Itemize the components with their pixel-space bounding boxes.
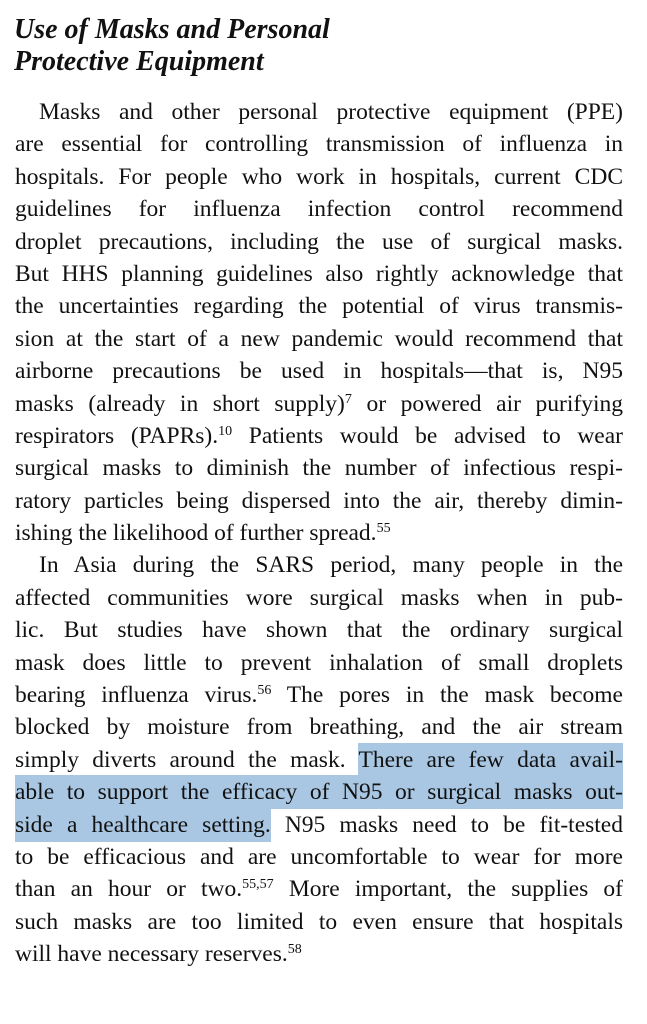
text-line: lic. But studies have shown that the ordinary surgical: [15, 617, 623, 644]
text-segment: More important, the supplies of: [273, 876, 623, 903]
text-line: the uncertainties regarding the potential of virus transmis-: [15, 293, 623, 320]
citation-ref: 10: [218, 423, 233, 439]
text-segment: Patients would be advised to wear: [232, 422, 623, 449]
text-line: [15, 420, 623, 452]
text-line: But HHS planning guidelines also rightly acknowledge that: [15, 260, 623, 287]
citation-ref: 55: [376, 521, 391, 537]
text-segment: masks (already in short supply): [15, 390, 345, 417]
citation-ref: 7: [344, 391, 352, 407]
text-line: [15, 873, 623, 905]
text-line: affected communities wore surgical masks when in pub-: [15, 584, 623, 611]
section-heading-line-1: Use of Masks and Personal: [14, 14, 330, 45]
citation-ref: 55,57: [242, 877, 274, 893]
text-segment: will have necessary reserves.: [15, 941, 288, 968]
text-segment: The pores in the mask become: [271, 682, 623, 709]
text-line: In Asia during the SARS period, many people in the: [39, 552, 623, 579]
text-segment: bearing influenza virus.: [15, 682, 258, 709]
text-line: mask does little to prevent inhalation of small droplets: [15, 649, 623, 676]
text-line: [15, 517, 623, 549]
text-segment: than an hour or two.: [15, 876, 243, 903]
text-line: [15, 938, 623, 970]
text-line: [15, 388, 623, 420]
text-line: hospitals. For people who work in hospitals, current CDC: [15, 163, 623, 190]
text-segment: ishing the likelihood of further spread.: [15, 520, 377, 547]
text-line: Masks and other personal protective equipment (PPE): [39, 99, 623, 125]
text-line: sion at the start of a new pandemic would recommend that: [15, 325, 623, 352]
text-segment: respirators (PAPRs).: [15, 422, 219, 449]
text-line: to be efficacious and are uncomfortable to wear for more: [15, 843, 623, 870]
citation-ref: 56: [257, 683, 272, 699]
text-selection-highlight[interactable]: able to support the efficacy of N95 or surgical masks out-: [15, 779, 623, 806]
text-selection-highlight[interactable]: side a healthcare setting.: [15, 811, 271, 838]
text-line: [15, 679, 623, 711]
text-line: airborne precautions be used in hospitals—that is, N95: [15, 358, 623, 385]
text-line: ratory particles being dispersed into the air, thereby dimin-: [15, 487, 623, 514]
body-text[interactable]: [15, 96, 623, 971]
text-segment: N95 masks need to be fit-tested: [270, 811, 623, 838]
text-selection-highlight[interactable]: There are few data avail-: [358, 746, 624, 773]
text-line: are essential for controlling transmission of influenza in: [15, 131, 623, 158]
text-segment: simply diverts around the mask.: [15, 746, 359, 773]
paragraph-1: [15, 96, 623, 549]
text-line: such masks are too limited to even ensure that hospitals: [15, 908, 623, 935]
text-line: droplet precautions, including the use of surgical masks.: [15, 228, 623, 255]
text-line: guidelines for influenza infection control recommend: [15, 196, 623, 223]
text-line: [15, 776, 623, 808]
paragraph-2: [15, 549, 623, 970]
text-line: blocked by moisture from breathing, and the air stream: [15, 714, 623, 741]
section-heading-line-2: Protective Equipment: [14, 46, 264, 77]
text-segment: or powered air purifying: [351, 390, 623, 417]
section-heading: [14, 14, 330, 78]
text-line: [15, 744, 623, 776]
text-line: [15, 809, 623, 841]
text-line: surgical masks to diminish the number of infectious respi-: [15, 455, 623, 482]
citation-ref: 58: [287, 942, 302, 958]
